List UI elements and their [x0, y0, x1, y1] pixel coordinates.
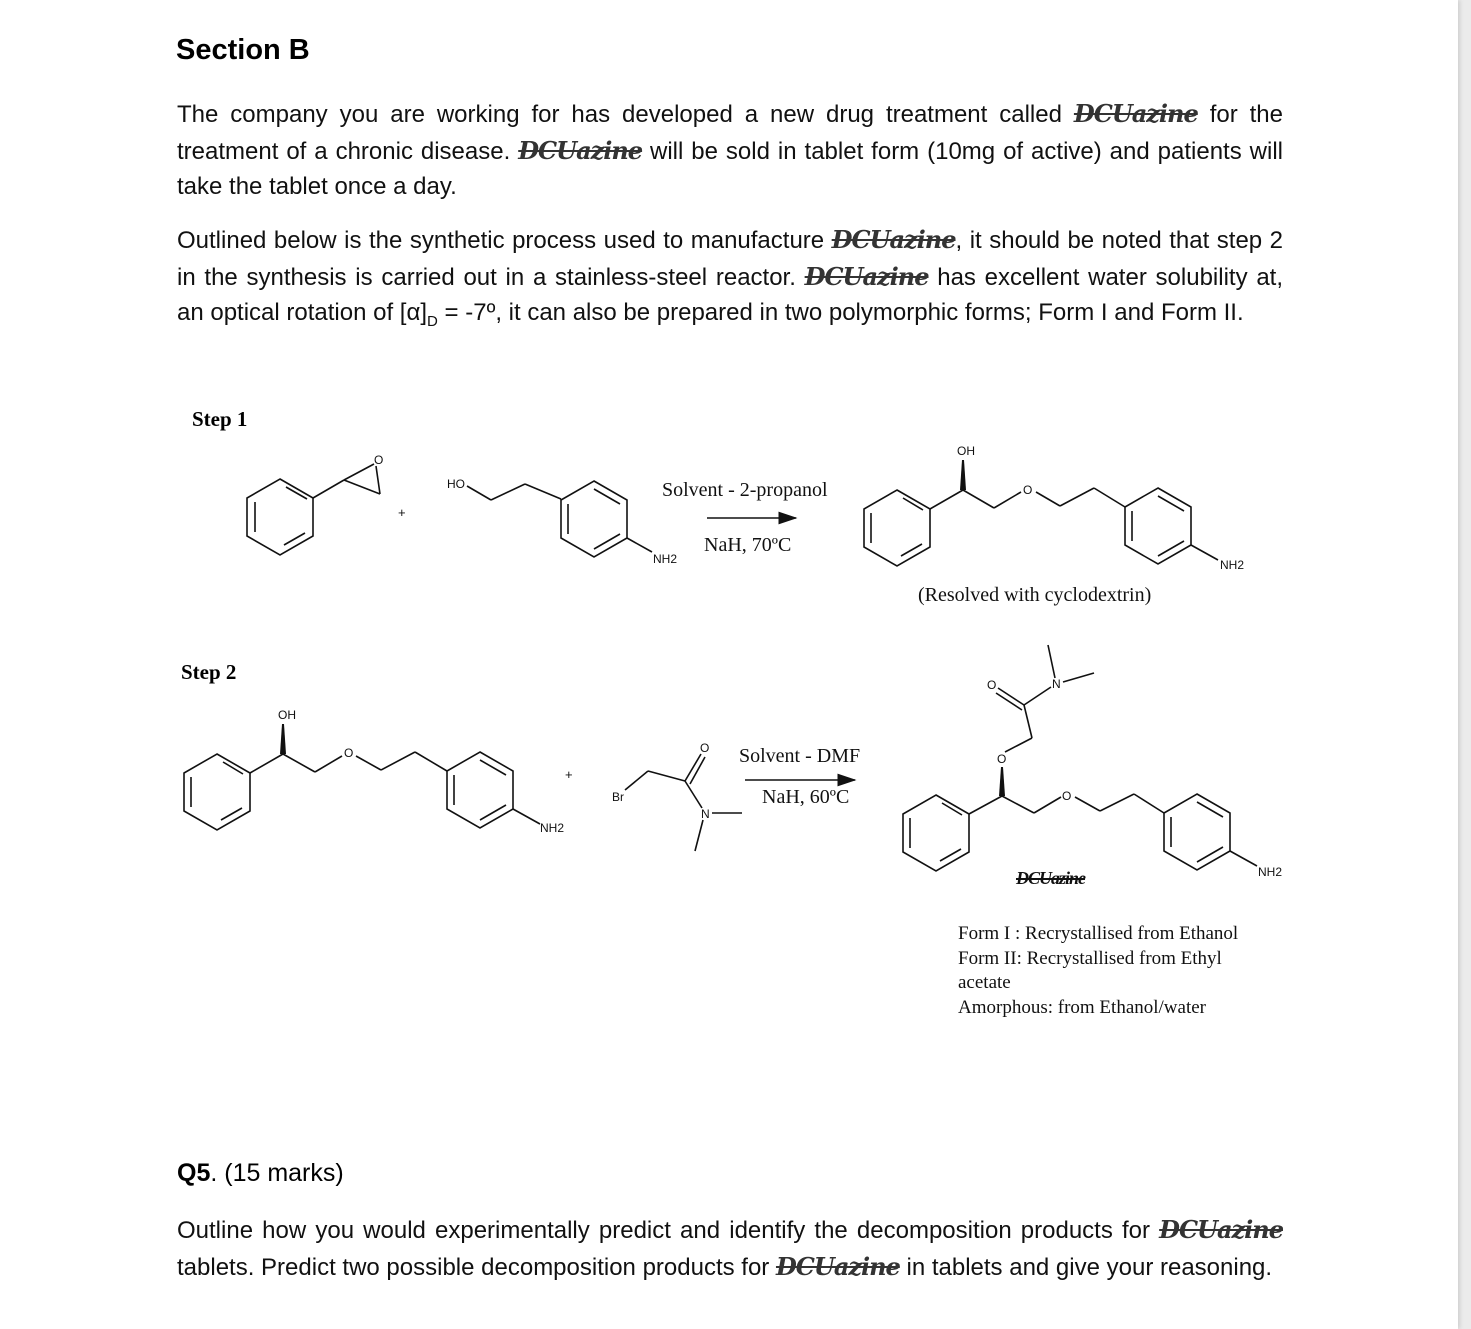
step1-product-structure: [864, 460, 1218, 566]
step1-label: Step 1: [192, 407, 248, 431]
atom-o: O: [700, 741, 710, 755]
atom-o: O: [997, 752, 1007, 766]
atom-oh: OH: [278, 708, 296, 722]
intro-text-1: The company you are working for has developed a new drug treatment called: [177, 101, 1074, 128]
step2-condition-solvent: Solvent - DMF: [739, 745, 861, 767]
bromo-dimethylacetamide-structure: [625, 754, 742, 851]
plus-sign: +: [565, 767, 573, 782]
question-text: [177, 1212, 1283, 1285]
atom-ho: HO: [447, 477, 465, 491]
atom-nh2: NH2: [1258, 865, 1283, 879]
section-title: Section B: [176, 34, 310, 66]
drug-name-redacted: DCUazine: [775, 1251, 900, 1281]
atom-n: N: [1052, 677, 1061, 691]
product-name-redacted: DCUazine: [1016, 868, 1086, 888]
resolution-note: (Resolved with cyclodextrin): [918, 584, 1152, 606]
drug-name-redacted: DCUazine: [804, 261, 929, 291]
drug-name-redacted: DCUazine: [518, 135, 643, 165]
plus-sign: +: [398, 505, 406, 520]
step2-reactant-structure: [184, 724, 540, 830]
drug-name-redacted: DCUazine: [1073, 99, 1198, 128]
question-number: Q5: [177, 1159, 211, 1187]
aminophenethyl-alcohol-structure: [467, 481, 652, 557]
process-text-3: has excellent water solubility at, an optical rotation of [α]: [177, 263, 1284, 326]
atom-o: O: [344, 746, 354, 760]
atom-o: O: [987, 678, 997, 692]
form1-note: Form I : Recrystallised from Ethanol: [958, 923, 1239, 944]
question-text-3: in tablets and give your reasoning.: [899, 1253, 1273, 1281]
drug-name-redacted: DCUazine: [1159, 1215, 1283, 1244]
atom-nh2: NH2: [540, 821, 565, 835]
atom-n: N: [701, 807, 710, 821]
atom-nh2: NH2: [1220, 558, 1245, 572]
step1-condition-base: NaH, 70ºC: [704, 534, 792, 556]
rotation-subscript: D: [427, 312, 438, 330]
step2-condition-base: NaH, 60ºC: [762, 786, 850, 808]
question-heading: [177, 1159, 344, 1188]
intro-text-3: will be sold in tablet form (10mg of active) and patients will take the tablet once a day.: [177, 137, 1283, 200]
drug-name-redacted: DCUazine: [831, 225, 956, 254]
polymorph-forms-list: [958, 922, 1278, 1020]
styrene-oxide-structure: [247, 464, 380, 555]
process-text-2: , it should be noted that step 2 in the synthesis is carried out in a stainless-steel reactor.: [177, 227, 1284, 291]
question-text-1: Outline how you would experimentally predict and identify the decomposition products for: [177, 1217, 1160, 1244]
atom-o: O: [374, 453, 384, 467]
amorphous-note: Amorphous: from Ethanol/water: [958, 996, 1207, 1018]
intro-text-2: for the treatment of a chronic disease.: [177, 101, 1283, 165]
question-text-2: tablets. Predict two possible decomposition products for: [177, 1253, 776, 1281]
process-text-1: Outlined below is the synthetic process used to manufacture: [177, 227, 832, 254]
atom-oh: OH: [957, 444, 975, 458]
process-text-4: = -7º, it can also be prepared in two polymorphic forms; Form I and Form II.: [437, 299, 1244, 326]
question-marks: . (15 marks): [210, 1159, 344, 1187]
final-product-structure: [903, 645, 1257, 871]
atom-br: Br: [612, 790, 624, 804]
form2-note: Form II: Recrystallised from Ethyl acetate: [958, 947, 1222, 993]
atom-nh2: NH2: [653, 552, 678, 566]
step2-label: Step 2: [181, 660, 237, 684]
step1-condition-solvent: Solvent - 2-propanol: [662, 479, 828, 501]
atom-o: O: [1023, 483, 1033, 497]
atom-o: O: [1062, 789, 1072, 803]
